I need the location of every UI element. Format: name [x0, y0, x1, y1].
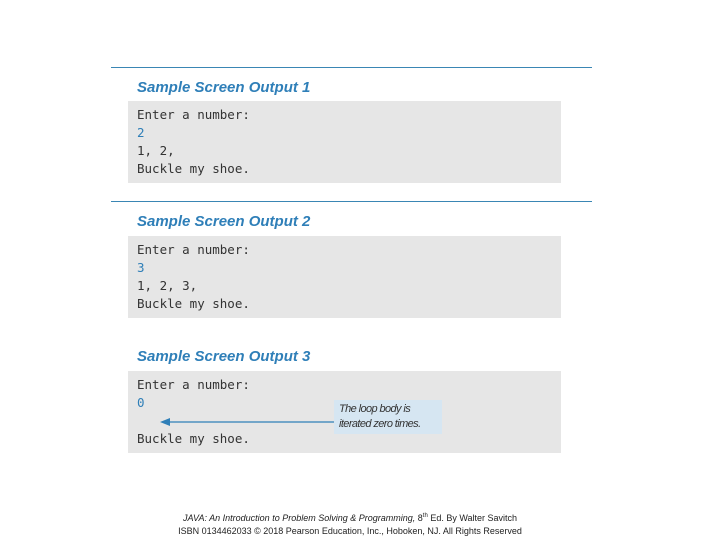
- count-line: 1, 2, 3,: [137, 278, 198, 293]
- sample-output-1-heading: Sample Screen Output 1: [137, 79, 311, 96]
- sample-output-2-console: [128, 236, 561, 318]
- edition-author: Ed. By Walter Savitch: [430, 513, 518, 523]
- user-input-line: 3: [137, 260, 145, 275]
- count-line: 1, 2,: [137, 143, 175, 158]
- book-citation: [0, 513, 700, 523]
- user-input-line: 0: [137, 395, 145, 410]
- book-title: JAVA: An Introduction to Problem Solving & Programming,: [182, 513, 416, 523]
- top-rule-2: [111, 201, 592, 202]
- sample-output-3-heading: Sample Screen Output 3: [137, 348, 311, 365]
- sample-output-1-console: [128, 101, 561, 183]
- top-rule-1: [111, 67, 592, 68]
- edition-suffix: th: [422, 513, 428, 519]
- prompt-line: Enter a number:: [137, 377, 250, 392]
- copyright-line: ISBN 0134462033 © 2018 Pearson Education, Inc., Hoboken, NJ. All Rights Reserved: [178, 526, 522, 536]
- buckle-line: Buckle my shoe.: [137, 161, 250, 176]
- edition-number: 8: [417, 513, 423, 523]
- left-arrow-icon: [160, 416, 334, 428]
- buckle-line: Buckle my shoe.: [137, 431, 250, 446]
- buckle-line: Buckle my shoe.: [137, 296, 250, 311]
- loop-callout: The loop body is iterated zero times.: [334, 400, 442, 434]
- prompt-line: Enter a number:: [137, 242, 250, 257]
- sample-output-2-heading: Sample Screen Output 2: [137, 213, 311, 230]
- user-input-line: 2: [137, 125, 145, 140]
- prompt-line: Enter a number:: [137, 107, 250, 122]
- sample-output-3-console: [128, 371, 561, 453]
